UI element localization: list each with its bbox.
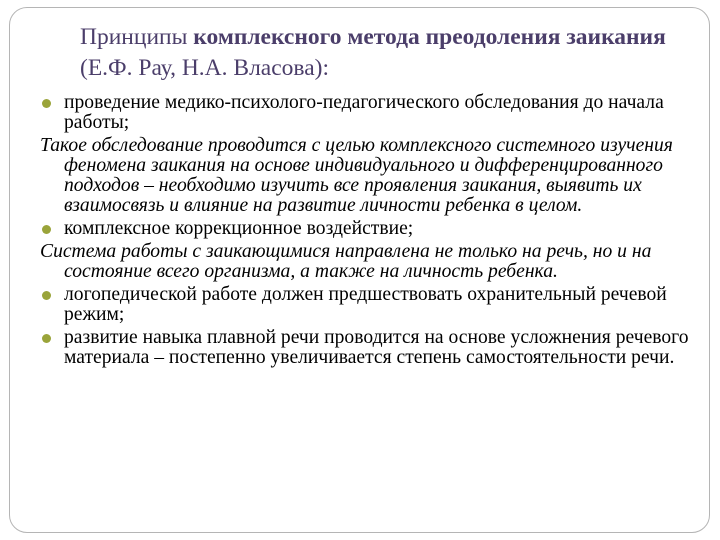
bullet-text-4: развитие навыка плавной речи проводится на основе усложнения речевого материала – постепенно увеличивается степень самостоятельности речи. — [64, 327, 689, 368]
title-part-3: (Е.Ф. Рау, Н.А. Власова): — [80, 55, 329, 81]
bullet-dot-icon — [42, 291, 51, 300]
bullet-dot-icon — [42, 225, 51, 234]
paragraph-text-2: Система работы с заикающимися направлена не только на речь, но и на состояние всего организма, а также на личность ребенка. — [40, 241, 652, 282]
bullet-item-4 — [40, 328, 700, 368]
bullet-dot-icon — [42, 99, 51, 108]
bullet-text-3: логопедической работе должен предшествовать охранительный речевой режим; — [64, 284, 667, 325]
title-part-2-bold: комплексного метода преодоления заикания — [193, 24, 666, 50]
slide-body — [40, 93, 700, 371]
paragraph-text-1: Такое обследование проводится с целью комплексного системного изучения феномена заикания на основе индивидуального и дифференцированного подходов – необходимо изучить все проявления заикания, выявить их взаимосвязь и влияние на развитие личности ребенка в целом. — [40, 135, 673, 216]
bullet-item-3 — [40, 285, 700, 325]
bullet-item-2 — [40, 219, 700, 239]
paragraph-2 — [40, 242, 700, 282]
bullet-text-1: проведение медико-психолого-педагогического обследования до начала работы; — [64, 92, 664, 133]
paragraph-1 — [40, 136, 700, 216]
bullet-text-2: комплексное коррекционное воздействие; — [64, 218, 414, 239]
bullet-dot-icon — [42, 334, 51, 343]
bullet-item-1 — [40, 93, 700, 133]
title-part-1: Принципы — [80, 24, 194, 50]
slide-title — [80, 22, 690, 84]
